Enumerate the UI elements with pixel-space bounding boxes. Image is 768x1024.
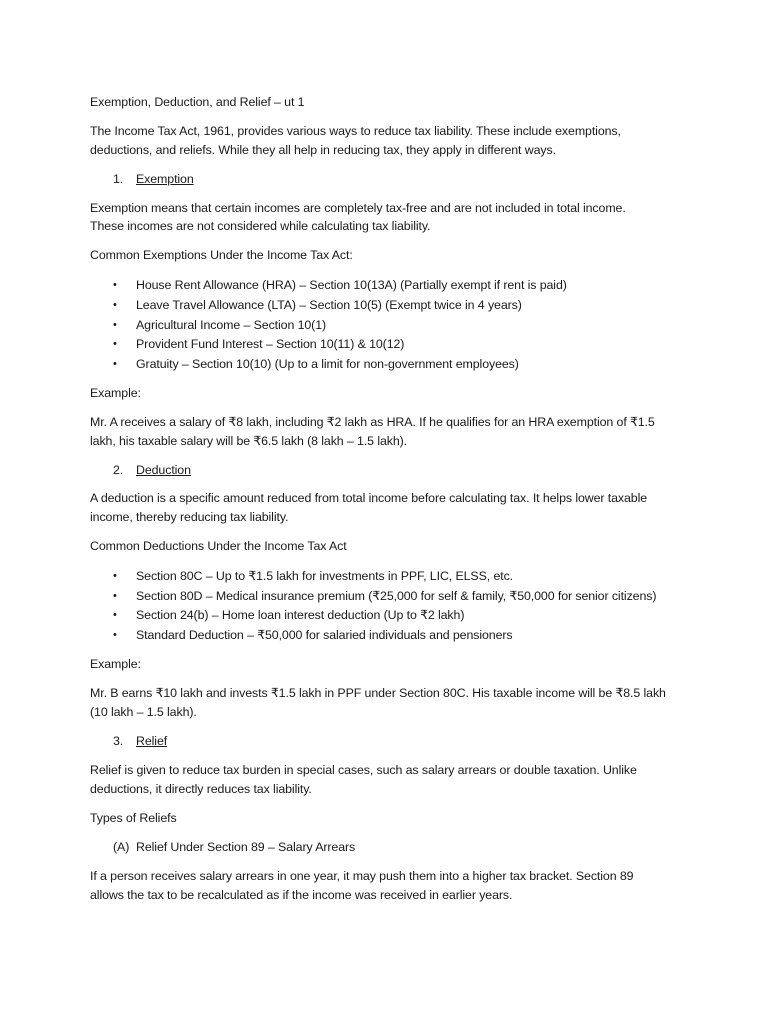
bullet-icon: • xyxy=(113,609,117,621)
deduction-paragraph-line-2: income, thereby reducing tax liability. xyxy=(90,510,289,524)
deduction-item: Section 80C – Up to ₹1.5 lakh for investments in PPF, LIC, ELSS, etc. xyxy=(136,569,514,583)
deduction-heading: Deduction xyxy=(136,463,191,477)
exemption-item: Provident Fund Interest – Section 10(11) & 10(12) xyxy=(136,337,405,351)
exemption-number: 1. xyxy=(113,172,124,186)
exemption-paragraph-line-1: Exemption means that certain incomes are completely tax-free and are not included in total income. xyxy=(90,201,626,215)
relief-heading: Relief xyxy=(136,734,168,748)
deduction-example-line-1: Mr. B earns ₹10 lakh and invests ₹1.5 lakh in PPF under Section 80C. His taxable income will be ₹8.5 lakh xyxy=(90,686,666,700)
deduction-item: Section 24(b) – Home loan interest deduction (Up to ₹2 lakh) xyxy=(136,608,465,622)
deduction-item: Section 80D – Medical insurance premium (₹25,000 for self & family, ₹50,000 for senior citizens) xyxy=(136,589,657,603)
bullet-icon: • xyxy=(113,629,117,641)
exemption-item: Agricultural Income – Section 10(1) xyxy=(136,318,327,332)
document-title: Exemption, Deduction, and Relief – ut 1 xyxy=(90,95,305,109)
deduction-number: 2. xyxy=(113,463,124,477)
deduction-item: Standard Deduction – ₹50,000 for salaried individuals and pensioners xyxy=(136,628,513,642)
relief-sub-heading: Relief Under Section 89 – Salary Arrears xyxy=(136,840,356,854)
exemption-item: Leave Travel Allowance (LTA) – Section 10(5) (Exempt twice in 4 years) xyxy=(136,298,522,312)
relief-sub-paragraph-line-1: If a person receives salary arrears in one year, it may push them into a higher tax bracket. Section 89 xyxy=(90,869,634,883)
deduction-example-label: Example: xyxy=(90,657,141,671)
exemption-item: Gratuity – Section 10(10) (Up to a limit for non-government employees) xyxy=(136,357,519,371)
exemption-paragraph-line-2: These incomes are not considered while calculating tax liability. xyxy=(90,219,431,233)
bullet-icon: • xyxy=(113,590,117,602)
exemption-list-heading: Common Exemptions Under the Income Tax Act: xyxy=(90,248,353,262)
relief-types-heading: Types of Reliefs xyxy=(90,811,177,825)
deduction-paragraph-line-1: A deduction is a specific amount reduced from total income before calculating tax. It helps lower taxable xyxy=(90,491,648,505)
relief-sub-paragraph-line-2: allows the tax to be recalculated as if the income was received in earlier years. xyxy=(90,888,513,902)
exemption-example-line-1: Mr. A receives a salary of ₹8 lakh, including ₹2 lakh as HRA. If he qualifies for an HRA exemption of ₹1.5 xyxy=(90,415,655,429)
relief-paragraph-line-1: Relief is given to reduce tax burden in special cases, such as salary arrears or double taxation. Unlike xyxy=(90,763,637,777)
exemption-example-line-2: lakh, his taxable salary will be ₹6.5 lakh (8 lakh – 1.5 lakh). xyxy=(90,434,408,448)
bullet-icon: • xyxy=(113,299,117,311)
deduction-example-line-2: (10 lakh – 1.5 lakh). xyxy=(90,705,197,719)
bullet-icon: • xyxy=(113,570,117,582)
exemption-item: House Rent Allowance (HRA) – Section 10(13A) (Partially exempt if rent is paid) xyxy=(136,278,567,292)
bullet-icon: • xyxy=(113,319,117,331)
relief-number: 3. xyxy=(113,734,124,748)
relief-sub-label: (A) xyxy=(113,840,130,854)
intro-line-2: deductions, and reliefs. While they all help in reducing tax, they apply in different ways. xyxy=(90,143,556,157)
bullet-icon: • xyxy=(113,279,117,291)
bullet-icon: • xyxy=(113,358,117,370)
deduction-list-heading: Common Deductions Under the Income Tax Act xyxy=(90,539,347,553)
exemption-heading: Exemption xyxy=(136,172,194,186)
intro-line-1: The Income Tax Act, 1961, provides various ways to reduce tax liability. These include exemptions, xyxy=(90,124,621,138)
bullet-icon: • xyxy=(113,338,117,350)
exemption-example-label: Example: xyxy=(90,386,141,400)
relief-paragraph-line-2: deductions, it directly reduces tax liability. xyxy=(90,782,312,796)
